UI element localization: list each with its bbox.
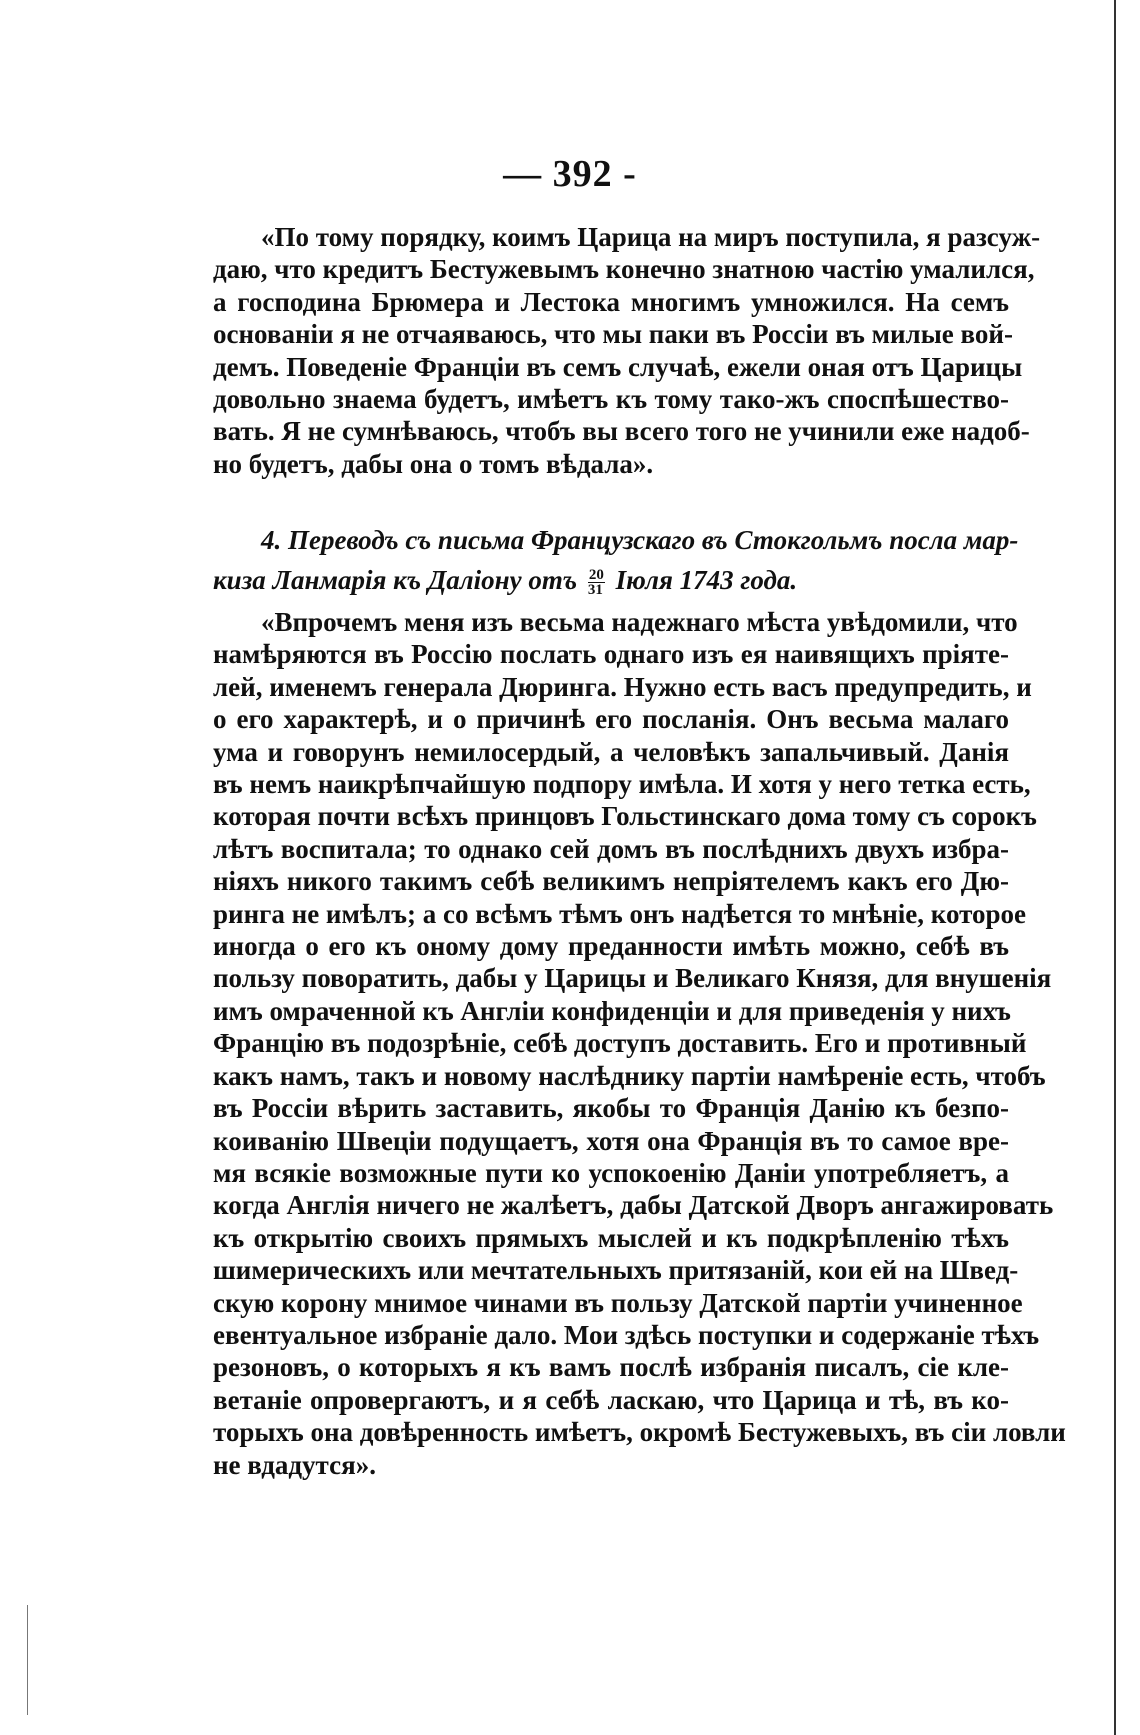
text-line: «Впрочемъ меня изъ весьма надежнаго мѣста увѣдомили, что <box>261 607 1018 637</box>
text-line: евентуальное избраніе дало. Мои здѣсь поступки и содержаніе тѣхъ <box>213 1319 1040 1350</box>
text-line: но будетъ, дабы она о томъ вѣдала». <box>213 448 654 479</box>
text-line: когда Англія ничего не жалѣетъ, дабы Датской Дворъ ангажировать <box>213 1190 1054 1221</box>
heading-text: киза Ланмарія къ Даліону отъ <box>213 565 578 595</box>
text-line: демъ. Поведеніе Франціи въ семъ случаѣ, ежели оная отъ Царицы <box>213 351 1023 382</box>
text-line: въ немъ наикрѣпчайшую подпору имѣла. И хотя у него тетка есть, <box>213 769 1031 800</box>
text-line: къ открытію своихъ прямыхъ мыслей и къ подкрѣпленію тѣхъ <box>213 1222 1009 1253</box>
fraction-numerator: 20 <box>588 567 604 584</box>
text-line: Францію въ подозрѣніе, себѣ доступъ доставить. Его и противный <box>213 1028 1027 1059</box>
text-line: шимерическихъ или мечтательныхъ притязаній, кои ей на Швед- <box>213 1255 1019 1286</box>
text-line: лѣтъ воспитала; то однако сей домъ въ послѣднихъ двухъ избра- <box>213 833 1009 864</box>
heading-line: 4. Переводъ съ письма Французскаго въ Стокгольмъ посла мар- <box>261 525 1019 555</box>
text-line: иногда о его къ оному дому преданности имѣть можно, себѣ въ <box>213 931 1009 962</box>
page-edge-line <box>1114 0 1116 1735</box>
text-line: ума и говорунъ немилосердый, а человѣкъ запальчивый. Данія <box>213 736 1009 767</box>
text-line: мя всякіе возможные пути ко успокоенію Даніи употребляетъ, а <box>213 1157 1009 1188</box>
text-line: въ Россіи вѣрить заставить, якобы то Франція Данію къ безпо- <box>213 1093 1009 1124</box>
date-fraction <box>588 568 605 597</box>
margin-mark <box>27 1605 28 1715</box>
text-line: намѣряются въ Россію послать однаго изъ ея наивящихъ пріяте- <box>213 639 1009 670</box>
text-line: вать. Я не сумнѣваюсь, чтобъ вы всего того не учинили еже надоб- <box>213 416 1030 447</box>
text-line: «По тому порядку, коимъ Царица на миръ поступила, я разсуж- <box>261 222 1041 252</box>
text-line: имъ омраченной къ Англіи конфиденціи и для приведенія у нихъ <box>213 995 1011 1026</box>
text-line: лей, именемъ генерала Дюринга. Нужно есть васъ предупредить, и <box>213 671 1032 702</box>
text-line: основаніи я не отчаяваюсь, что мы паки въ Россіи въ милые вой- <box>213 319 1013 350</box>
paragraph-letter-excerpt <box>213 221 1041 480</box>
text-line: резоновъ, о которыхъ я къ вамъ послѣ избранія писалъ, сіе кле- <box>213 1352 1009 1383</box>
text-line: торыхъ она довѣренность имѣетъ, окромѣ Бестужевыхъ, въ сіи ловли <box>213 1417 1066 1448</box>
text-line: скую корону мнимое чинами въ пользу Датской партіи учиненное <box>213 1287 1023 1318</box>
heading-line <box>213 560 1009 600</box>
text-line: какъ намъ, такъ и новому наслѣднику партіи намѣреніе есть, чтобъ <box>213 1060 1046 1091</box>
text-line: коиванію Швеціи подущаетъ, хотя она Франція въ то самое вре- <box>213 1125 1009 1156</box>
section-heading <box>213 520 1019 600</box>
text-line: ветаніе опровергаютъ, и я себѣ ласкаю, что Царица и тѣ, въ ко- <box>213 1384 1009 1415</box>
text-line: о его характерѣ, и о причинѣ его посланія. Онъ весьма малаго <box>213 704 1009 735</box>
text-line: а господина Брюмера и Лестока многимъ умножился. На семъ <box>213 286 1009 317</box>
text-line: ніяхъ никого такимъ себѣ великимъ непріятелемъ какъ его Дю- <box>213 866 1009 897</box>
heading-text: Іюля 1743 года. <box>615 565 798 595</box>
text-line: пользу поворатить, дабы у Царицы и Великаго Князя, для внушенія <box>213 963 1052 994</box>
text-line: довольно знаема будетъ, имѣетъ къ тому тако-жъ споспѣшество- <box>213 384 1009 415</box>
page-number: — 392 - <box>503 153 637 195</box>
text-line: которая почти всѣхъ принцовъ Гольстинскаго дома тому съ сорокъ <box>213 801 1037 832</box>
paragraph-letter-translation <box>213 606 1066 1481</box>
text-line: даю, что кредитъ Бестужевымъ конечно знатною частію умалился, <box>213 254 1035 285</box>
text-line: ринга не имѣлъ; а со всѣмъ тѣмъ онъ надѣется то мнѣніе, которое <box>213 898 1027 929</box>
text-line: не вдадутся». <box>213 1449 376 1480</box>
fraction-denominator: 31 <box>587 582 603 599</box>
